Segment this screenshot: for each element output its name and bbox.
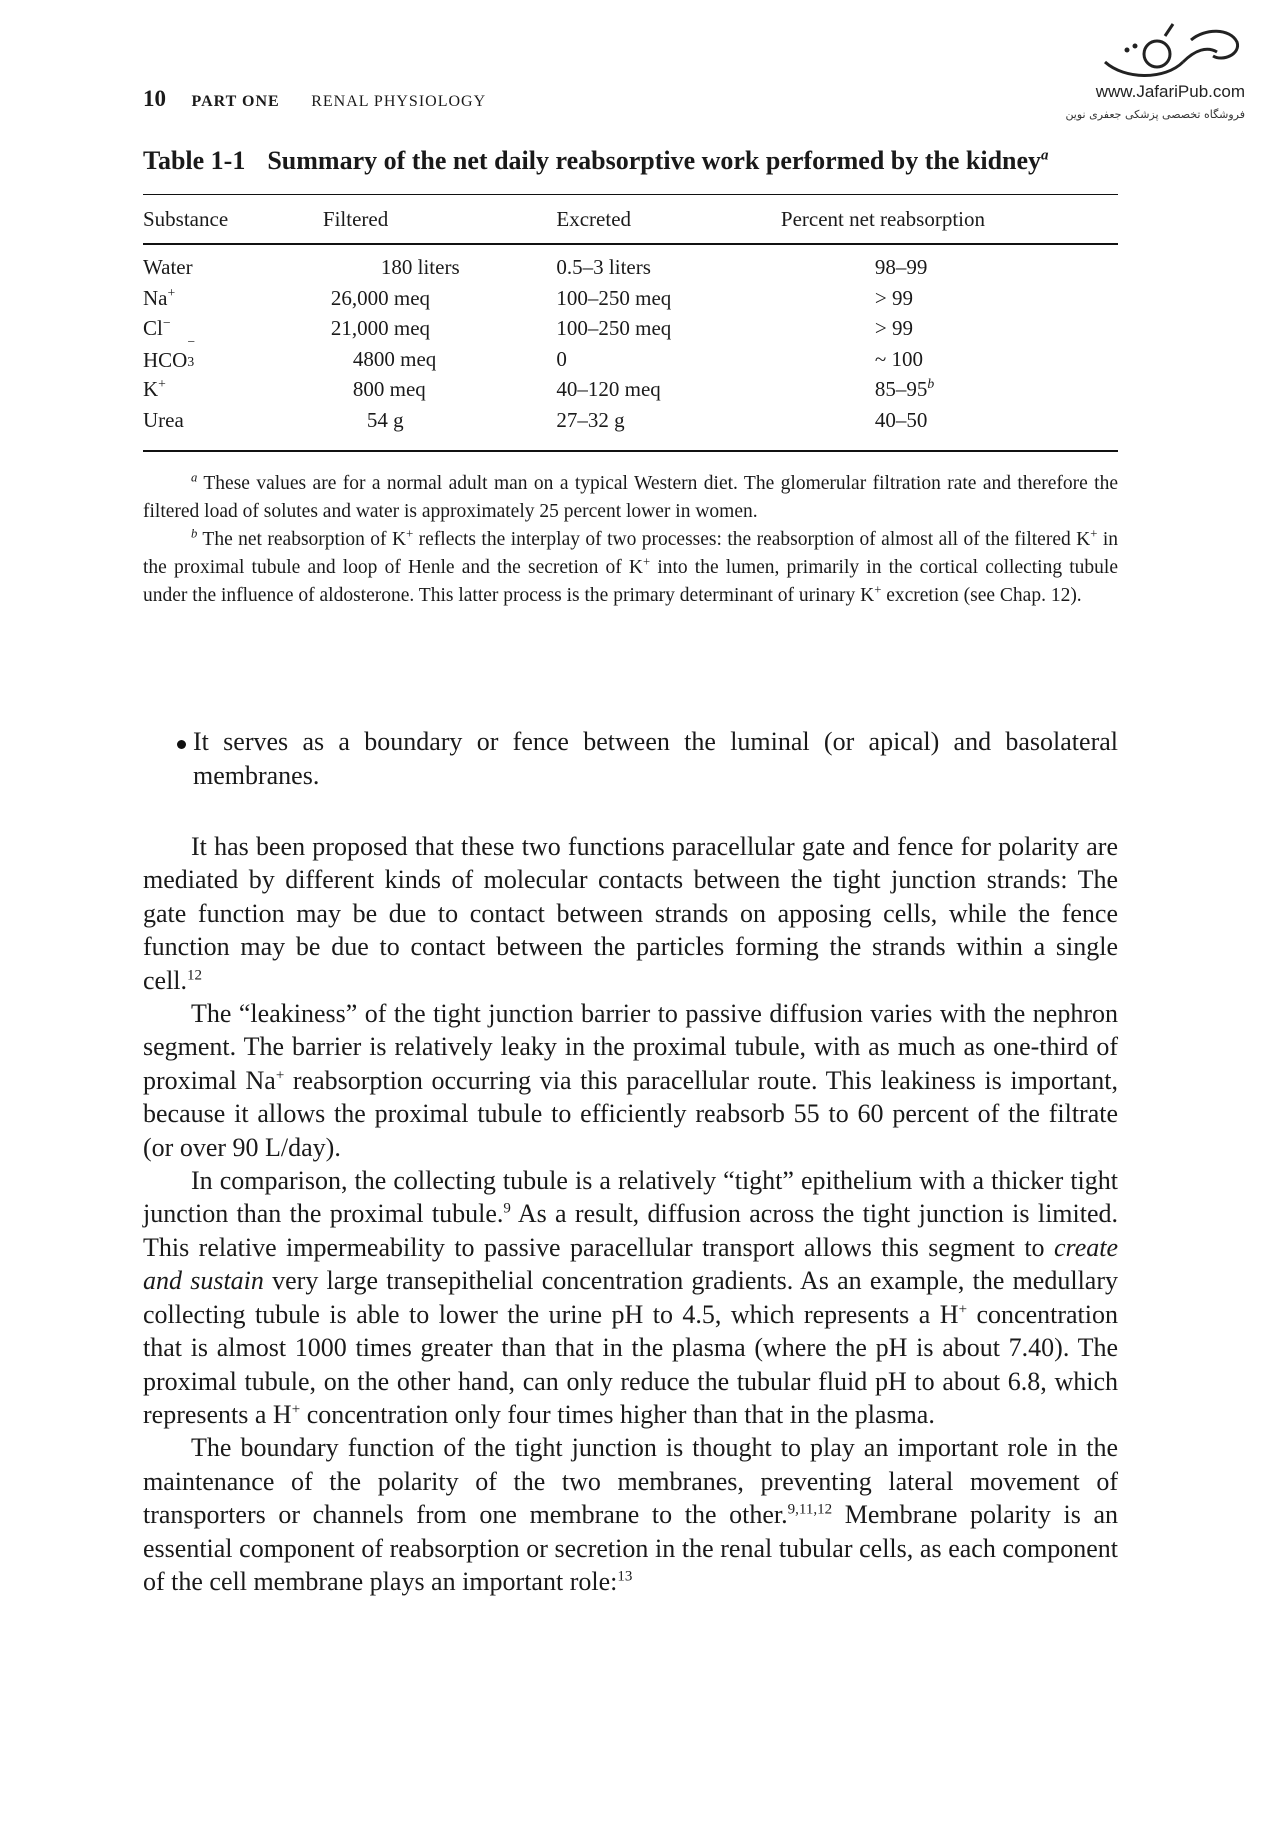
footnote-a: $^a$ These values are for a normal adult man on a typical Western diet. The glomerular filtration rate and therefore the filtered load of solutes and water is approximately 25 percent lower in women. <box>143 470 1118 522</box>
table-row <box>143 314 1118 345</box>
paragraph: In comparison, the collecting tubule is a relatively “tight” epithelium with a thicker tight junction than the proximal tubule.$^9$ As a result, diffusion across the tight junction is limited. This relative impermeability to passive paracellular transport allows this segment to create and sustain very large transepithelial concentration gradients. As an example, the medullary collecting tubule is able to lower the urine pH to 4.5, which represents a H+ concentration that is almost 1000 times greater than that in the plasma (where the pH is about 7.40). The proximal tubule, on the other hand, can only reduce the tubular fluid pH to about 6.8, which represents a H+ concentration only four times higher than that in the plasma. <box>143 1166 1118 1429</box>
bullet-text: It serves as a boundary or fence between the luminal (or apical) and basolateral membranes. <box>193 727 1118 790</box>
percent-cell: 40–50 <box>874 407 928 432</box>
percent-cell: ~ 100 <box>874 346 924 371</box>
table-bottom-rule <box>143 450 1118 452</box>
paragraph: It has been proposed that these two functions paracellular gate and fence for polarity are mediated by different kinds of molecular contacts between the tight junction strands: The gate function may be due to contact between strands on apposing cells, while the fence function may be due to contact between the particles forming the strands within a single cell.$^{12}$ <box>143 832 1118 995</box>
filtered-cell: 21,000 meq <box>330 316 431 341</box>
watermark-tagline: فروشگاه تخصصی پزشکی جعفری نوین <box>1065 108 1245 121</box>
percent-cell: 98–99 <box>874 255 928 279</box>
running-header <box>143 86 486 112</box>
bullet-icon <box>177 740 186 749</box>
table-title: Summary of the net daily reabsorptive work performed by the kidney <box>267 146 1042 175</box>
substance-cell: Na+ <box>143 284 176 310</box>
table-footnotes <box>143 470 1118 610</box>
table-row <box>143 283 1118 314</box>
column-header: Excreted <box>556 206 632 231</box>
table-caption <box>143 146 1143 176</box>
column-header: Substance <box>143 206 229 231</box>
paragraph: The “leakiness” of the tight junction barrier to passive diffusion varies with the nephron segment. The barrier is relatively leaky in the proximal tubule, with as much as one-third of proximal Na+ reabsorption occurring via this paracellular route. This leakiness is important, because it allows the proximal tubule to efficiently reabsorb 55 to 60 percent of the filtrate (or over 90 L/day). <box>143 999 1119 1162</box>
table-number: Table 1-1 <box>143 146 246 175</box>
table-row <box>143 405 1118 436</box>
table-row <box>143 375 1118 406</box>
excreted-cell: 100–250 meq <box>556 316 672 341</box>
substance-cell: HCO − 3 <box>143 333 196 372</box>
substance-cell: Urea <box>143 407 184 432</box>
excreted-cell: 27–32 g <box>556 407 625 432</box>
substance-cell: Water <box>143 255 193 279</box>
table-top-rule <box>143 194 1118 195</box>
bullet-item <box>193 725 1118 793</box>
filtered-cell: 54 g <box>366 407 404 432</box>
excreted-cell: 0.5–3 liters <box>556 255 651 279</box>
excreted-cell: 100–250 meq <box>556 285 672 310</box>
percent-cell: > 99 <box>874 285 914 310</box>
publisher-logo-icon <box>1095 22 1245 80</box>
table-row <box>143 240 1118 283</box>
excreted-cell: 40–120 meq <box>556 377 661 402</box>
watermark-url: www.JafariPub.com <box>1095 82 1245 101</box>
substance-cell: K+ <box>143 376 166 402</box>
footnote-b: $^b$ The net reabsorption of K+ reflects the interplay of two processes: the reabsorption of almost all of the filtered K+ in the proximal tubule and loop of Henle and the secretion of K+ into the lumen, primarily in the cortical collecting tubule under the influence of aldosterone. This latter process is the primary determinant of urinary K+ excretion (see Chap. 12). <box>143 526 1118 606</box>
reabsorption-table <box>143 198 1118 436</box>
table-title-footnote-mark: a <box>1041 147 1049 164</box>
substance-cell: Cl− <box>143 315 171 341</box>
section-title: RENAL PHYSIOLOGY <box>311 93 487 110</box>
publisher-watermark <box>1045 22 1245 121</box>
table-row <box>143 344 1118 375</box>
filtered-cell: 26,000 meq <box>330 285 431 310</box>
column-header: Percent net reabsorption <box>780 206 986 231</box>
percent-cell: > 99 <box>874 316 914 341</box>
page-number: 10 <box>143 86 166 111</box>
paragraph: The boundary function of the tight junction is thought to play an important role in the maintenance of the polarity of the two membranes, preventing lateral movement of transporters or channels from one membrane to the other.$^{9,11,12}$ Membrane polarity is an essential component of reabsorption or secretion in the renal tubular cells, as each component of the cell membrane plays an important role:$^{13}$ <box>143 1433 1119 1596</box>
part-label: PART ONE <box>191 93 280 110</box>
column-header: Filtered <box>322 206 389 231</box>
filtered-cell: 800 meq <box>352 377 426 402</box>
body-text <box>143 830 1118 1598</box>
table-header-row <box>143 198 1118 240</box>
excreted-cell: 0 <box>556 346 567 371</box>
filtered-cell: 4800 meq <box>352 346 437 371</box>
percent-cell: 85–95$^b$ <box>874 376 935 402</box>
filtered-cell: 180 liters <box>380 255 460 279</box>
